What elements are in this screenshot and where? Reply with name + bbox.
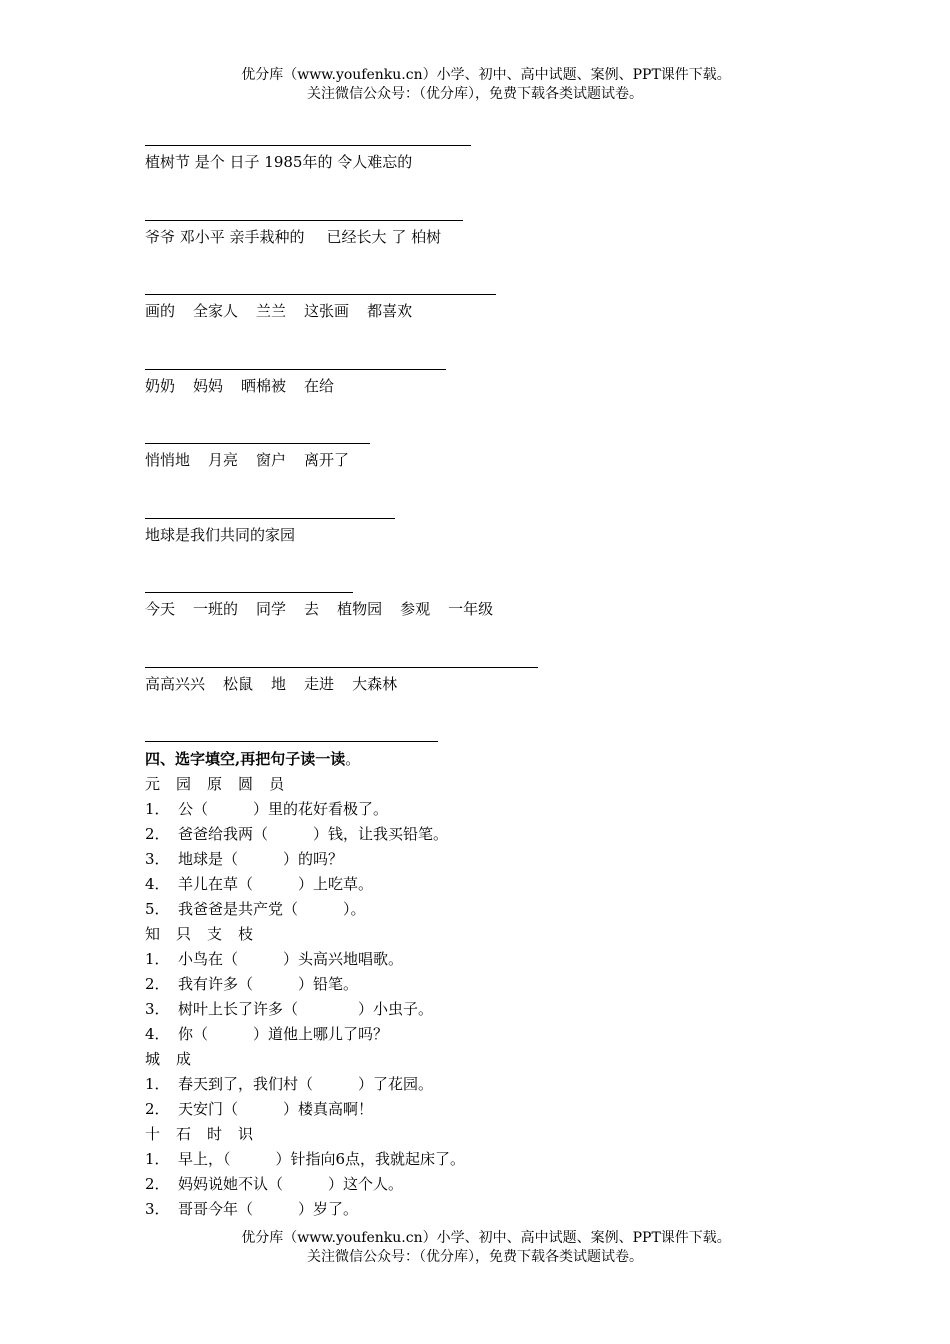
reorder-item <box>145 443 370 470</box>
option-list: 十 石 时 识 <box>145 1125 254 1143</box>
page-footer <box>0 1229 950 1267</box>
question-item: 2． 妈妈说她不认（ ）这个人。 <box>145 1175 404 1193</box>
reorder-item <box>145 667 538 694</box>
reorder-item <box>145 220 463 247</box>
reorder-item <box>145 518 395 545</box>
reorder-item <box>145 741 438 742</box>
scrambled-words: 植树节 是个 日子 1985年的 令人难忘的 <box>145 153 413 171</box>
scrambled-words: 今天 一班的 同学 去 植物园 参观 一年级 <box>145 600 494 618</box>
question-item: 3． 地球是（ ）的吗？ <box>145 850 344 868</box>
reorder-item <box>145 592 511 619</box>
question-item: 5． 我爸爸是共产党（ ）。 <box>145 900 366 918</box>
scrambled-words: 地球是我们共同的家园 <box>145 526 296 544</box>
reorder-item <box>145 369 446 396</box>
header-line-2: 关注微信公众号：（优分库），免费下载各类试题试卷。 <box>307 86 643 102</box>
question-item: 2． 天安门（ ）楼真高啊！ <box>145 1100 374 1118</box>
question-item: 3． 树叶上长了许多（ ）小虫子。 <box>145 1000 434 1018</box>
footer-line-1: 优分库（www.youfenku.cn）小学、初中、高中试题、案例、PPT课件下载。 <box>241 1230 731 1246</box>
answer-blank[interactable] <box>145 592 353 593</box>
scrambled-words: 悄悄地 月亮 窗户 离开了 <box>145 451 350 469</box>
question-item: 3． 哥哥今年（ ）岁了。 <box>145 1200 359 1218</box>
answer-blank[interactable] <box>145 667 538 668</box>
question-item: 4． 羊儿在草（ ）上吃草。 <box>145 875 374 893</box>
question-item: 1． 小鸟在（ ）头高兴地唱歌。 <box>145 950 404 968</box>
reorder-item <box>145 145 471 172</box>
header-line-1: 优分库（www.youfenku.cn）小学、初中、高中试题、案例、PPT课件下载。 <box>241 67 731 83</box>
section-4-title: 四、选字填空,再把句子读一读。 <box>145 750 361 768</box>
page-header <box>0 66 950 104</box>
reorder-item <box>145 294 496 321</box>
scrambled-words: 高高兴兴 松鼠 地 走进 大森林 <box>145 675 398 693</box>
answer-blank[interactable] <box>145 518 395 519</box>
question-item: 1． 公（ ）里的花好看极了。 <box>145 800 389 818</box>
answer-blank[interactable] <box>145 145 471 146</box>
answer-blank[interactable] <box>145 443 370 444</box>
scrambled-words: 爷爷 邓小平 亲手栽种的 已经长大 了 柏树 <box>145 228 442 246</box>
scrambled-words: 画的 全家人 兰兰 这张画 都喜欢 <box>145 302 413 320</box>
scrambled-words: 奶奶 妈妈 晒棉被 在给 <box>145 377 335 395</box>
answer-blank[interactable] <box>145 220 463 221</box>
question-item: 4． 你（ ）道他上哪儿了吗？ <box>145 1025 389 1043</box>
question-item: 2． 我有许多（ ）铅笔。 <box>145 975 359 993</box>
option-list: 城 成 <box>145 1050 192 1068</box>
footer-line-2: 关注微信公众号：（优分库），免费下载各类试题试卷。 <box>307 1249 643 1265</box>
question-item: 1． 春天到了，我们村（ ）了花园。 <box>145 1075 434 1093</box>
answer-blank[interactable] <box>145 369 446 370</box>
answer-blank[interactable] <box>145 294 496 295</box>
question-item: 2． 爸爸给我两（ ）钱，让我买铅笔。 <box>145 825 449 843</box>
question-item: 1． 早上，（ ）针指向6点，我就起床了。 <box>145 1150 466 1168</box>
answer-blank[interactable] <box>145 741 438 742</box>
option-list: 知 只 支 枝 <box>145 925 254 943</box>
option-list: 元 园 原 圆 员 <box>145 775 285 793</box>
